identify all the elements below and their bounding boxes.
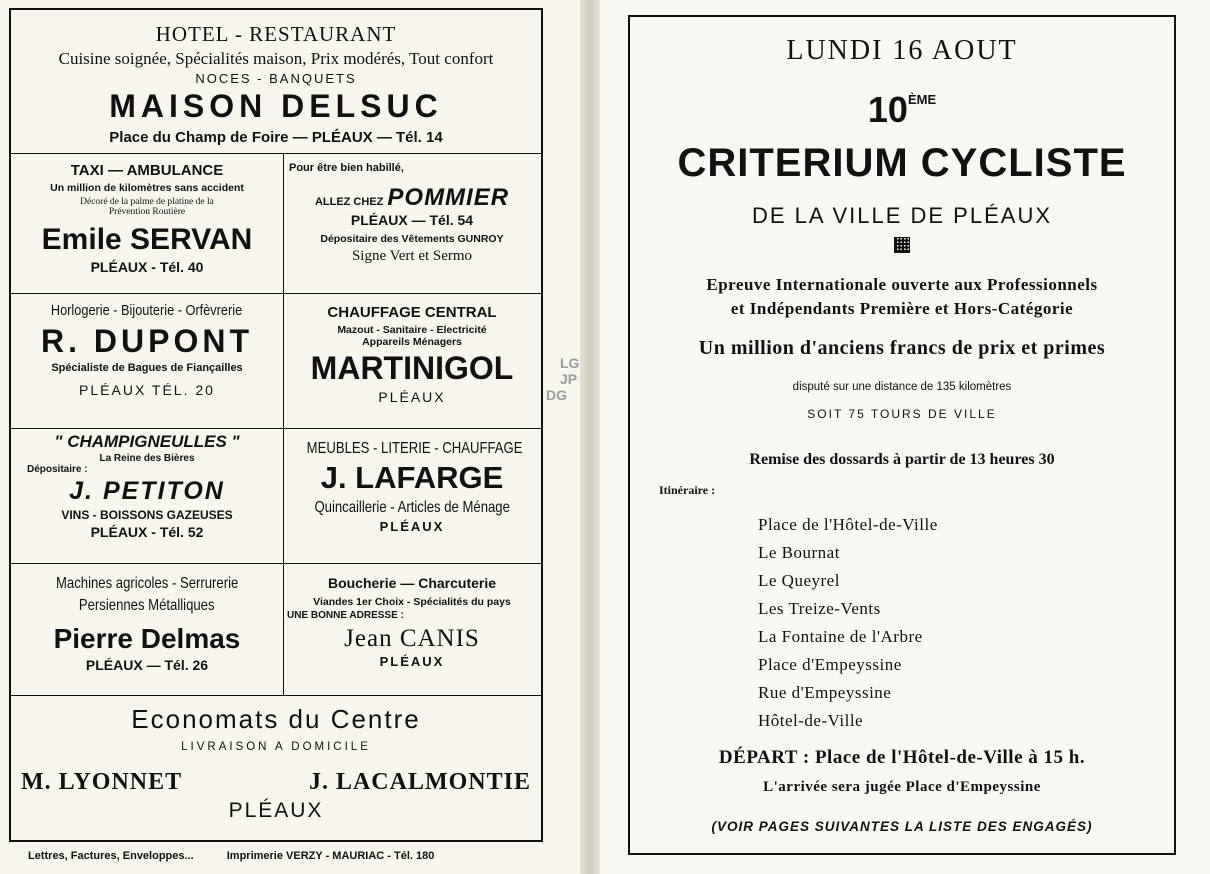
ad-economats-title: Economats du Centre (131, 704, 421, 734)
ad-delsuc-address: Place du Champ de Foire — PLÉAUX — Tél. 14 (109, 129, 443, 146)
ad-delsuc-line2: NOCES - BANQUETS (195, 71, 357, 86)
ad-servan-line1: Un million de kilomètres sans accident (50, 182, 244, 194)
race-date: LUNDI 16 AOUT (786, 35, 1018, 66)
ad-martinigol-line1: Mazout - Sanitaire - Electricité (337, 324, 487, 336)
ad-economats-du-centre (11, 704, 541, 823)
footer-printer (28, 850, 528, 862)
ad-servan-title: TAXI — AMBULANCE (70, 162, 224, 179)
race-subtitle: DE LA VILLE DE PLÉAUX (751, 203, 1053, 228)
ad-delmas-contact: PLÉAUX — Tél. 26 (85, 657, 209, 673)
ad-jean-canis (283, 575, 541, 669)
divider (11, 563, 541, 564)
footer-left: Lettres, Factures, Enveloppes... (28, 850, 194, 862)
ad-petiton-contact: PLÉAUX - Tél. 52 (90, 524, 204, 540)
ad-pommier (283, 162, 541, 265)
race-edition (630, 89, 1174, 131)
route-stop: Place de l'Hôtel-de-Ville (758, 515, 938, 534)
ad-servan-contact: PLÉAUX - Tél. 40 (90, 259, 204, 275)
ad-petiton-line3: VINS - BOISSONS GAZEUSES (61, 508, 233, 522)
ad-martinigol-town: PLÉAUX (378, 389, 446, 405)
ad-dupont-line1: Spécialiste de Bagues de Fiançailles (51, 362, 243, 374)
itinerary-label: Itinéraire : (659, 483, 716, 497)
ad-martinigol-line2: Appareils Ménagers (362, 336, 462, 348)
footer-middle: Imprimerie VERZY - MAURIAC - Tél. 180 (226, 850, 435, 862)
ad-servan-name: Emile SERVAN (41, 223, 253, 256)
ad-pommier-prefix: ALLEZ CHEZ (314, 196, 384, 208)
ad-martinigol (283, 304, 541, 405)
route-stop: Les Treize-Vents (758, 599, 881, 618)
page-gutter (580, 0, 600, 874)
ad-lafarge-line1: Quincaillerie - Articles de Ménage (314, 499, 510, 516)
route-stop: Le Bournat (758, 543, 840, 562)
ad-petiton-line1: La Reine des Bières (99, 453, 195, 464)
race-title: CRITERIUM CYCLISTE (677, 141, 1127, 185)
ad-martinigol-title: CHAUFFAGE CENTRAL (327, 304, 497, 321)
ad-delsuc-name: MAISON DELSUC (109, 88, 443, 124)
advertisements-frame (9, 8, 543, 842)
ad-maison-delsuc (11, 22, 541, 146)
ad-lafarge-title: MEUBLES - LITERIE - CHAUFFAGE (306, 440, 523, 457)
ad-emile-servan (11, 162, 283, 275)
race-number-suffix: ÈME (907, 91, 937, 107)
ad-canis-town: PLÉAUX (379, 654, 445, 669)
race-laps: SOIT 75 TOURS DE VILLE (807, 407, 997, 421)
ad-dupont-title: Horlogerie - Bijouterie - Orfèvrerie (51, 302, 243, 319)
ad-pommier-contact: PLÉAUX — Tél. 54 (350, 212, 474, 228)
ad-j-petiton (11, 432, 283, 540)
ad-petiton-title: " CHAMPIGNEULLES " (54, 432, 240, 451)
ad-petiton-name: J. PETITON (69, 477, 225, 505)
ad-economats-name2: J. LACALMONTIE (308, 769, 531, 795)
route-stop: Rue d'Empeyssine (758, 683, 892, 702)
race-note: (VOIR PAGES SUIVANTES LA LISTE DES ENGAGÉS) (711, 819, 1093, 834)
right-page (600, 0, 1210, 874)
stamp-line3: DG (546, 387, 567, 403)
ad-dupont-contact: PLÉAUX TÉL. 20 (79, 382, 215, 398)
ad-canis-line2: UNE BONNE ADRESSE : (287, 610, 404, 621)
race-description-1: Epreuve Internationale ouverte aux Professionnels (706, 275, 1098, 294)
ad-servan-line3: Prévention Routière (108, 207, 186, 217)
ad-delmas-title: Machines agricoles - Serrurerie (55, 575, 239, 592)
divider (11, 695, 541, 696)
race-announcement-frame (628, 15, 1176, 855)
route-stop: Place d'Empeyssine (758, 655, 902, 674)
ad-pommier-line2: Dépositaire des Vêtements GUNROY (320, 233, 504, 245)
ad-r-dupont (11, 302, 283, 398)
race-finish: L'arrivée sera jugée Place d'Empeyssine (763, 779, 1041, 795)
ad-economats-line1: LIVRAISON A DOMICILE (181, 741, 371, 753)
race-number: 10 (867, 89, 908, 130)
ad-lafarge-name: J. LAFARGE (320, 460, 504, 495)
race-start: DÉPART : Place de l'Hôtel-de-Ville à 15 h. (718, 747, 1086, 768)
divider (11, 428, 541, 429)
left-page (0, 0, 580, 874)
stamp-line1: LG (560, 355, 580, 371)
ad-canis-line1: Viandes 1er Choix - Spécialités du pays (313, 596, 511, 608)
divider (11, 293, 541, 294)
route-stop: La Fontaine de l'Arbre (758, 627, 923, 646)
ad-delsuc-line1: Cuisine soignée, Spécialités maison, Prix modérés, Tout confort (58, 49, 494, 68)
stamp-line2: JP (560, 371, 578, 387)
ad-canis-name: Jean CANIS (344, 625, 480, 652)
divider (11, 153, 541, 154)
ad-economats-name1: M. LYONNET (21, 769, 183, 795)
ad-canis-title: Boucherie — Charcuterie (327, 575, 497, 591)
ad-pommier-line1: Pour être bien habillé, (289, 162, 404, 174)
ad-pierre-delmas (11, 575, 283, 673)
ad-martinigol-name: MARTINIGOL (310, 350, 514, 386)
race-prize: Un million d'anciens francs de prix et primes (698, 337, 1106, 359)
ad-pommier-line3: Signe Vert et Sermo (351, 248, 473, 264)
race-bibs: Remise des dossards à partir de 13 heures 30 (749, 451, 1055, 468)
route-stop: Hôtel-de-Ville (758, 711, 864, 730)
ad-delmas-name: Pierre Delmas (53, 623, 241, 654)
grid-ornament-icon (894, 237, 910, 253)
ad-dupont-name: R. DUPONT (41, 323, 253, 359)
watermark-stamp (540, 355, 588, 415)
ad-lafarge-town: PLÉAUX (379, 519, 445, 534)
ad-petiton-line2: Dépositaire : (27, 464, 88, 475)
route-stop: Le Queyrel (758, 571, 840, 590)
race-description-2: et Indépendants Première et Hors-Catégorie (730, 299, 1074, 318)
ad-servan-line2: Décoré de la palme de platine de la (80, 197, 214, 207)
ad-pommier-name: POMMIER (387, 184, 510, 211)
ad-delsuc-title: HOTEL - RESTAURANT (155, 22, 397, 46)
ad-delmas-line1: Persiennes Métalliques (79, 597, 215, 614)
race-distance: disputé sur une distance de 135 kilomètres (792, 381, 1012, 393)
ad-economats-town: PLÉAUX (228, 799, 324, 822)
ad-j-lafarge (283, 440, 541, 534)
